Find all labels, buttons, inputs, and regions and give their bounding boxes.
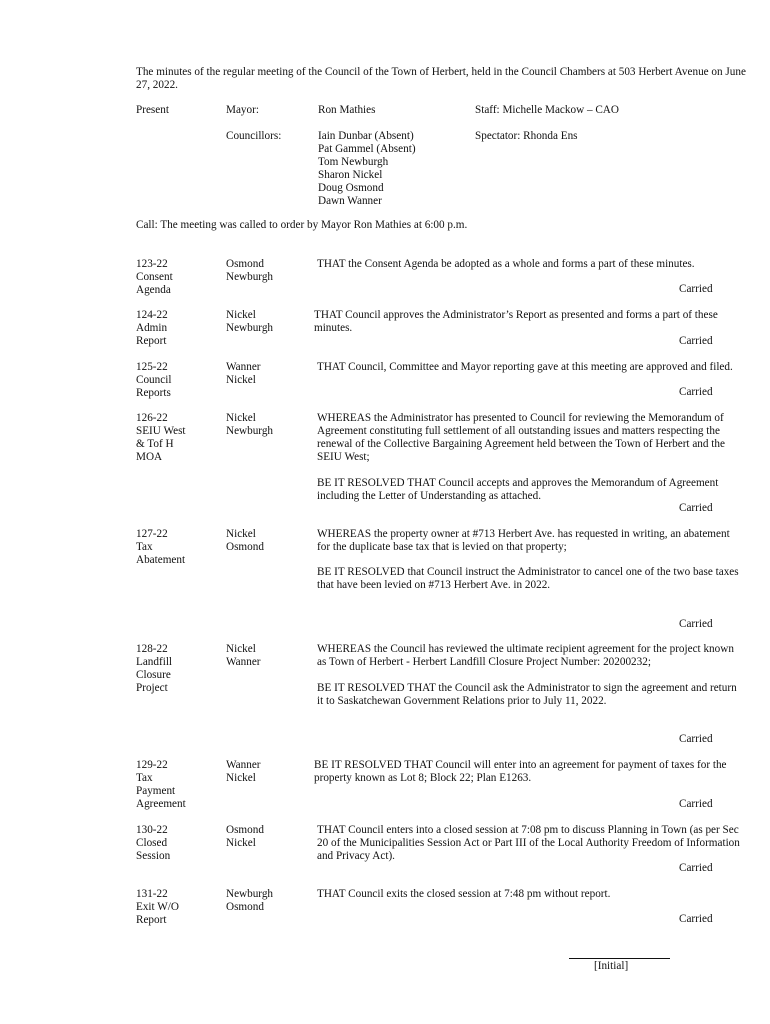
mover: Newburgh bbox=[226, 888, 274, 900]
motion-title: Exit W/O bbox=[136, 900, 179, 913]
motion-paragraph: BE IT RESOLVED THAT Council will enter into an agreement for payment of taxes for the property known as Lot 8; Block 22; Plan E1263. bbox=[314, 759, 727, 784]
motion-status: Carried bbox=[679, 502, 713, 514]
mover: Nickel bbox=[226, 643, 256, 655]
motion-status: Carried bbox=[679, 733, 713, 745]
mover: Nickel bbox=[226, 528, 256, 540]
motion-title: Reports bbox=[136, 386, 171, 399]
motion-title: Report bbox=[136, 913, 167, 926]
mover: Wanner bbox=[226, 759, 261, 771]
motion-paragraph: WHEREAS the Council has reviewed the ultimate recipient agreement for the project known as Town of Herbert - Herbert Landfill Closure Project Number: 20200232; bbox=[317, 643, 734, 668]
councillor-name: Dawn Wanner bbox=[318, 194, 382, 207]
seconder: Wanner bbox=[226, 655, 261, 668]
motion-id bbox=[136, 528, 222, 567]
motion-number: 125-22 bbox=[136, 361, 168, 373]
motion-status: Carried bbox=[679, 283, 713, 295]
motion-title: Landfill bbox=[136, 655, 173, 668]
motion-text bbox=[317, 258, 741, 271]
motion-id bbox=[136, 412, 222, 464]
motion-text bbox=[317, 888, 741, 901]
seconder: Newburgh bbox=[226, 270, 274, 283]
motion-movers bbox=[226, 824, 314, 850]
motion-text bbox=[317, 528, 741, 592]
motion-paragraph: THAT Council, Committee and Mayor reporting gave at this meeting are approved and filed. bbox=[317, 361, 733, 373]
motion-status: Carried bbox=[679, 618, 713, 630]
motion-paragraph: BE IT RESOLVED that Council instruct the Administrator to cancel one of the two base taxes that have been levied on #713 Herbert Ave. in 2022. bbox=[317, 565, 739, 591]
motion-paragraph: WHEREAS the Administrator has presented to Council for reviewing the Memorandum of Agreement constituting full settlement of all outstanding issues and matters respecting the renewal of the Collective Bargaining Agreement held between the Town of Herbert and the SEIU West; bbox=[317, 412, 725, 463]
motion-text bbox=[317, 824, 741, 863]
motion-status: Carried bbox=[679, 798, 713, 810]
motion-movers bbox=[226, 361, 314, 387]
councillor-name: Pat Gammel (Absent) bbox=[318, 142, 416, 155]
motion-title: Agenda bbox=[136, 283, 171, 296]
motion-movers bbox=[226, 258, 314, 284]
councillor-name: Iain Dunbar (Absent) bbox=[318, 130, 414, 142]
motion-title: & Tof H bbox=[136, 437, 174, 450]
councillors-list bbox=[318, 130, 416, 207]
motion-title: Closure bbox=[136, 668, 171, 681]
motion-title: Session bbox=[136, 849, 171, 862]
motion-paragraph: THAT Council approves the Administrator’s Report as presented and forms a part of these minutes. bbox=[314, 309, 718, 334]
seconder: Osmond bbox=[226, 540, 264, 553]
seconder: Nickel bbox=[226, 373, 256, 386]
motion-movers bbox=[226, 759, 314, 785]
councillor-name: Sharon Nickel bbox=[318, 168, 383, 181]
seconder: Newburgh bbox=[226, 424, 274, 437]
motion-text bbox=[317, 643, 741, 708]
motion-paragraph: THAT Council enters into a closed session at 7:08 pm to discuss Planning in Town (as per Sec 20 of the Municipalities Session Act or Part III of the Local Authority Freedom of Information and Privacy Act). bbox=[317, 824, 740, 862]
motion-title: Payment bbox=[136, 784, 176, 797]
initial-signature-line bbox=[569, 958, 670, 959]
councillor-name: Doug Osmond bbox=[318, 181, 384, 194]
spectator-entry: Spectator: Rhonda Ens bbox=[475, 130, 578, 142]
motion-id bbox=[136, 643, 222, 695]
motion-number: 126-22 bbox=[136, 412, 168, 424]
motion-title: Agreement bbox=[136, 797, 186, 810]
motion-number: 131-22 bbox=[136, 888, 168, 900]
mover: Osmond bbox=[226, 258, 264, 270]
motion-text bbox=[317, 412, 741, 502]
motion-id bbox=[136, 888, 222, 927]
motion-id bbox=[136, 258, 222, 297]
motion-title: Abatement bbox=[136, 553, 186, 566]
mover: Nickel bbox=[226, 412, 256, 424]
mover: Osmond bbox=[226, 824, 264, 836]
motion-title: Closed bbox=[136, 836, 168, 849]
intro-paragraph: The minutes of the regular meeting of the Council of the Town of Herbert, held in the Council Chambers at 503 Herbert Avenue on June 27, 2022. bbox=[136, 66, 746, 91]
seconder: Newburgh bbox=[226, 321, 274, 334]
motion-title: Consent bbox=[136, 270, 173, 283]
motion-movers bbox=[226, 412, 314, 438]
staff-entry: Staff: Michelle Mackow – CAO bbox=[475, 104, 619, 116]
motion-number: 130-22 bbox=[136, 824, 168, 836]
motion-number: 128-22 bbox=[136, 643, 168, 655]
motion-id bbox=[136, 759, 222, 811]
motion-title: Tax bbox=[136, 540, 153, 553]
motion-movers bbox=[226, 888, 314, 914]
motion-number: 124-22 bbox=[136, 309, 168, 321]
motion-movers bbox=[226, 528, 314, 554]
motion-title: Admin bbox=[136, 321, 168, 334]
motion-status: Carried bbox=[679, 862, 713, 874]
motion-paragraph: BE IT RESOLVED THAT Council accepts and approves the Memorandum of Agreement including the Letter of Understanding as attached. bbox=[317, 476, 719, 502]
mover: Wanner bbox=[226, 361, 261, 373]
motion-text bbox=[317, 361, 741, 374]
call-to-order: Call: The meeting was called to order by Mayor Ron Mathies at 6:00 p.m. bbox=[136, 219, 468, 231]
motion-status: Carried bbox=[679, 913, 713, 925]
councillor-name: Tom Newburgh bbox=[318, 155, 389, 168]
motion-paragraph: WHEREAS the property owner at #713 Herbert Ave. has requested in writing, an abatement for the duplicate base tax that is levied on that property; bbox=[317, 528, 730, 553]
motion-id bbox=[136, 824, 222, 863]
motion-text bbox=[314, 309, 742, 335]
seconder: Nickel bbox=[226, 836, 256, 849]
mayor-name: Ron Mathies bbox=[318, 104, 376, 116]
motion-title: Project bbox=[136, 681, 168, 694]
motion-movers bbox=[226, 643, 314, 669]
motion-title: SEIU West bbox=[136, 424, 186, 437]
present-label: Present bbox=[136, 104, 169, 116]
councillors-label: Councillors: bbox=[226, 130, 282, 142]
motion-title: Council bbox=[136, 373, 172, 386]
motion-id bbox=[136, 361, 222, 400]
mover: Nickel bbox=[226, 309, 256, 321]
motion-id bbox=[136, 309, 222, 348]
motion-number: 129-22 bbox=[136, 759, 168, 771]
motion-paragraph: THAT Council exits the closed session at 7:48 pm without report. bbox=[317, 888, 611, 900]
motion-status: Carried bbox=[679, 335, 713, 347]
motion-status: Carried bbox=[679, 386, 713, 398]
motion-title: Tax bbox=[136, 771, 153, 784]
seconder: Nickel bbox=[226, 771, 256, 784]
initial-label: [Initial] bbox=[594, 960, 629, 972]
motion-title: Report bbox=[136, 334, 167, 347]
motion-title: MOA bbox=[136, 450, 163, 463]
motion-number: 127-22 bbox=[136, 528, 168, 540]
motion-paragraph: THAT the Consent Agenda be adopted as a whole and forms a part of these minutes. bbox=[317, 258, 695, 270]
seconder: Osmond bbox=[226, 900, 264, 913]
motion-text bbox=[314, 759, 744, 785]
motion-paragraph: BE IT RESOLVED THAT the Council ask the Administrator to sign the agreement and return it to Saskatchewan Government Relations prior to July 11, 2022. bbox=[317, 681, 737, 707]
mayor-label: Mayor: bbox=[226, 104, 259, 116]
motion-number: 123-22 bbox=[136, 258, 168, 270]
motion-movers bbox=[226, 309, 314, 335]
